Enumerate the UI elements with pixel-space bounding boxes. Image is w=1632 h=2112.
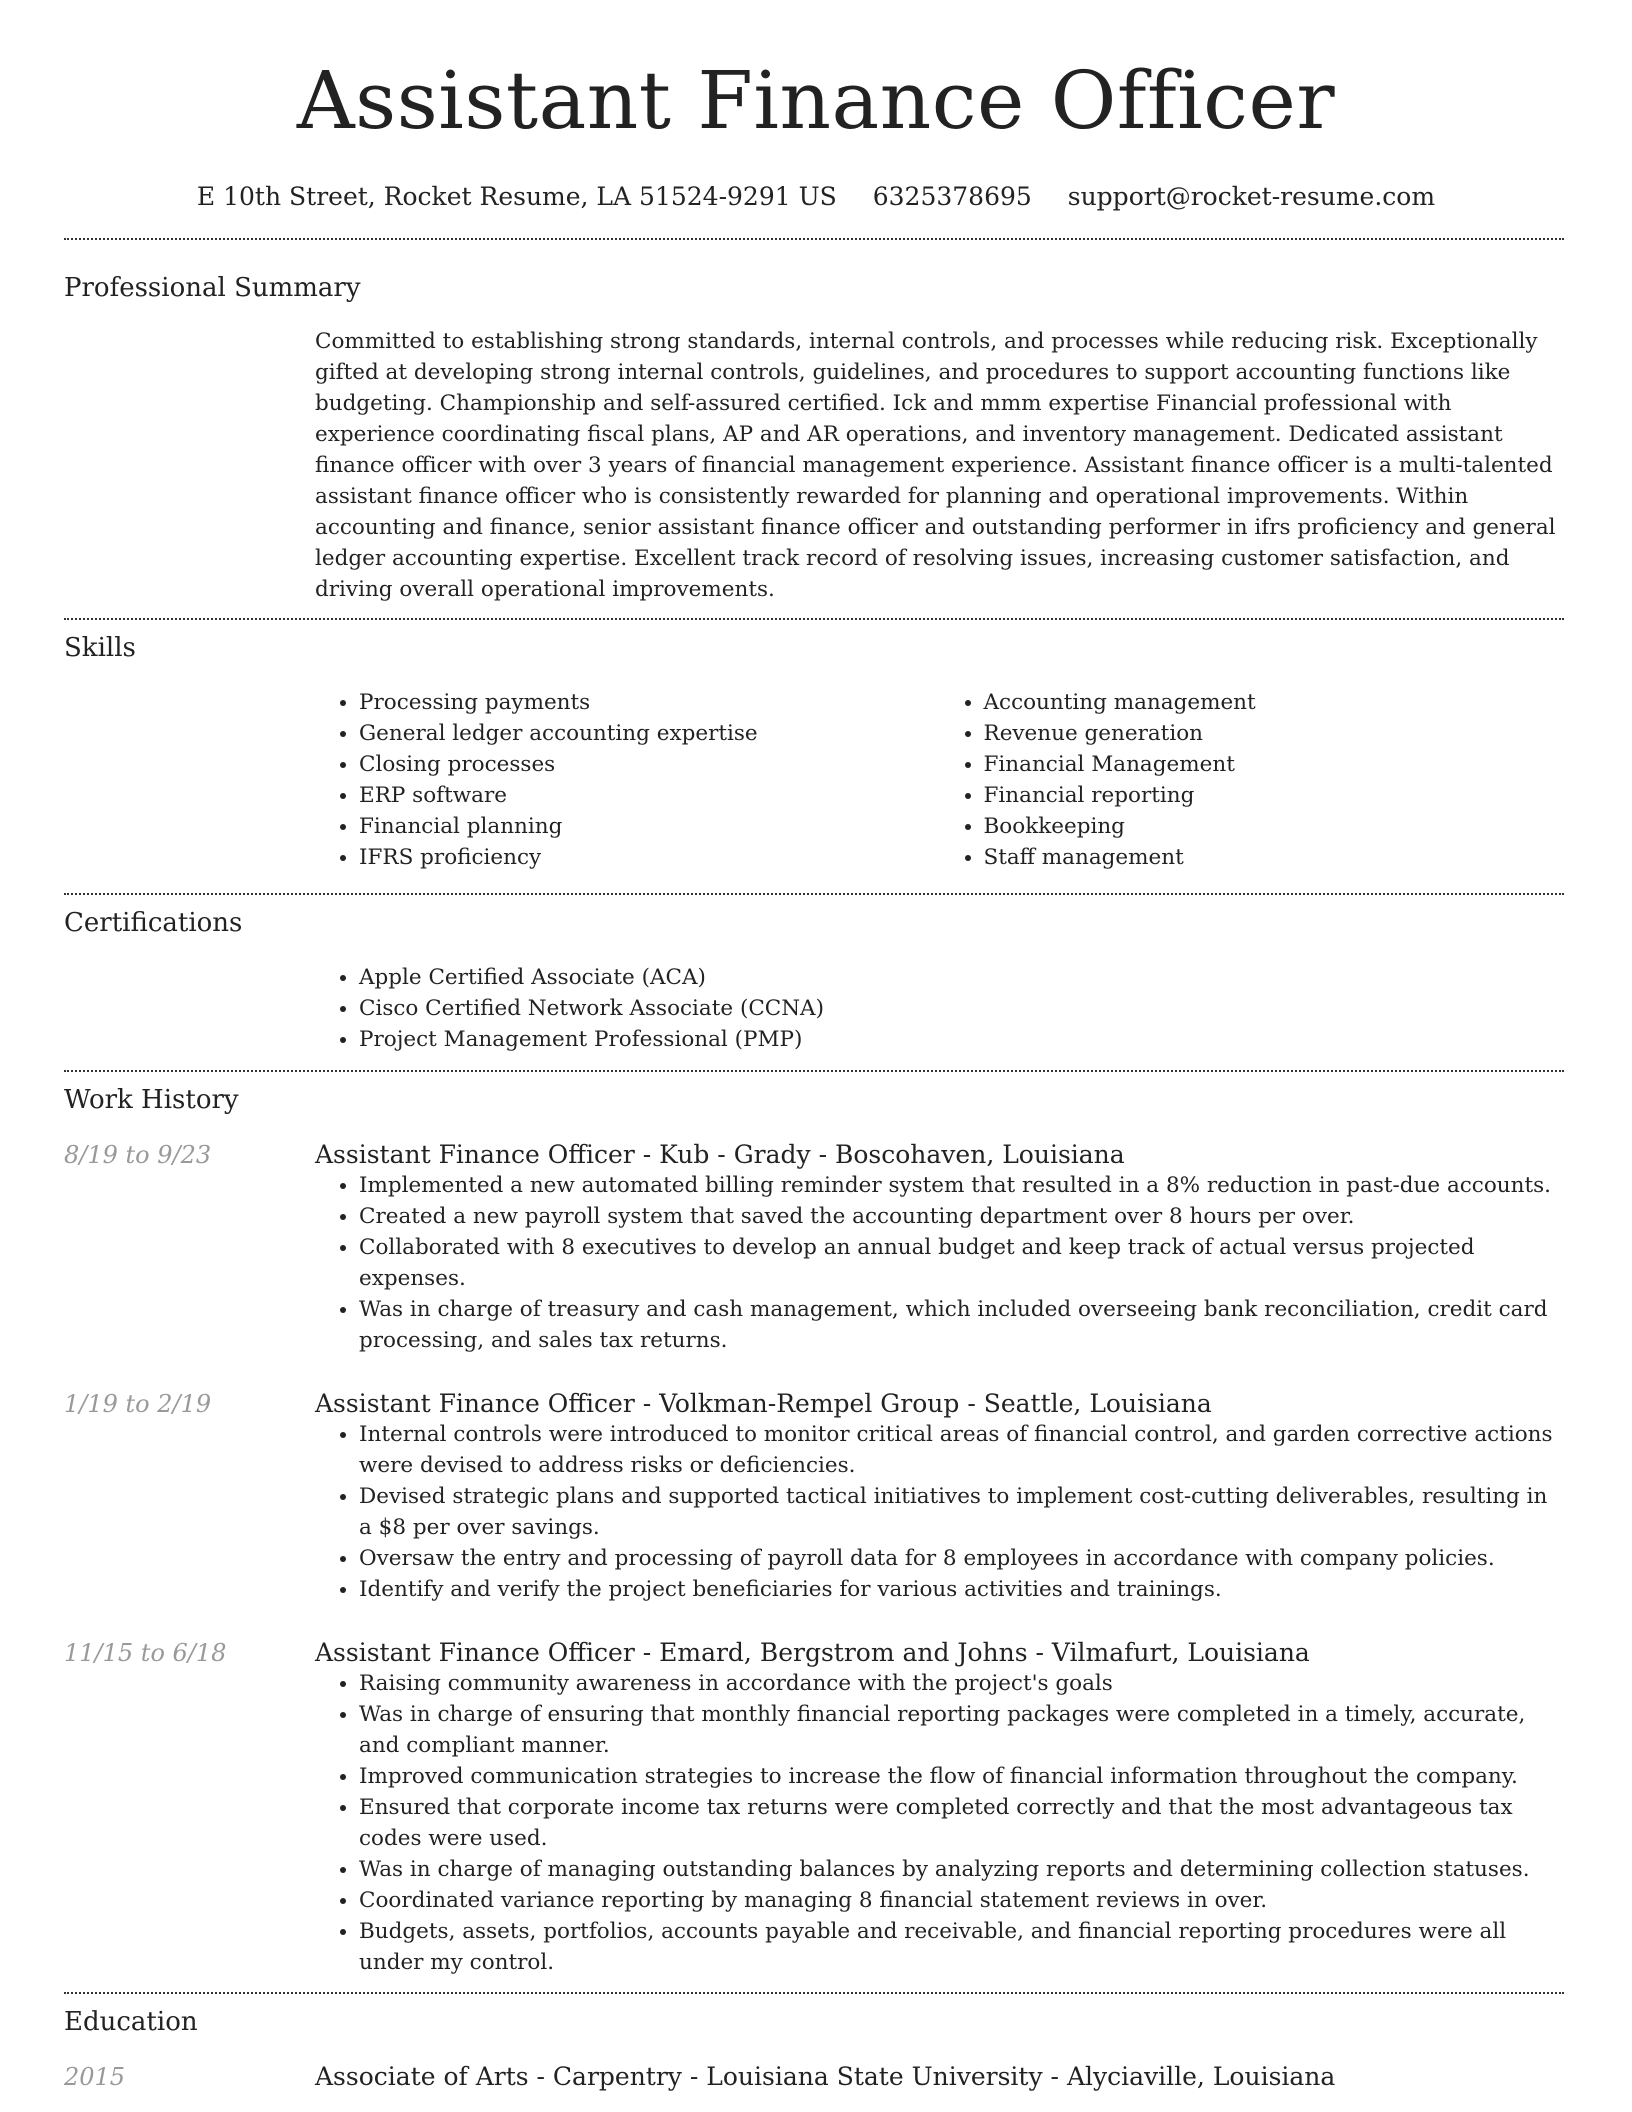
candidate-name: Assistant Finance Officer: [296, 54, 1336, 147]
job-bullet: • Improved communication strategies to increase the flow of financial information throughout the company.: [359, 1761, 1564, 1792]
skills-list-right: [940, 687, 1565, 873]
job-title: Assistant Finance Officer - Kub - Grady - Boscohaven, Louisiana: [315, 1140, 1125, 1169]
work-history-section: [64, 1084, 1564, 1978]
education-body: [315, 2062, 1564, 2092]
skills-heading: Skills: [64, 633, 136, 663]
certification-item: • Apple Certified Associate (ACA): [359, 962, 1564, 993]
job-bullets: [315, 1668, 1564, 1978]
skill-item: • IFRS proficiency: [359, 842, 940, 873]
job-bullet: • Ensured that corporate income tax returns were completed correctly and that the most advantageous tax codes were used.: [359, 1792, 1564, 1854]
summary-heading: Professional Summary: [64, 273, 361, 303]
job-bullet: • Was in charge of treasury and cash management, which included overseeing bank reconciliation, credit card processing, and sales tax returns.: [359, 1294, 1564, 1356]
job-title: Assistant Finance Officer - Volkman-Rempel Group - Seattle, Louisiana: [315, 1389, 1212, 1418]
education-date: 2015: [64, 2063, 126, 2091]
skill-item: • Financial reporting: [984, 780, 1565, 811]
job-bullet: • Identify and verify the project beneficiaries for various activities and trainings.: [359, 1574, 1564, 1605]
skill-item: • Processing payments: [359, 687, 940, 718]
job-bullet: • Collaborated with 8 executives to develop an annual budget and keep track of actual versus projected expenses.: [359, 1232, 1564, 1294]
job-bullets: [315, 1419, 1564, 1605]
job-body: [315, 1140, 1564, 1356]
job-bullets: [315, 1170, 1564, 1356]
job-date: 11/15 to 6/18: [64, 1639, 227, 1667]
education-entry: [64, 2062, 1564, 2092]
certifications-section: [64, 907, 1564, 1055]
skills-section: [64, 632, 1564, 873]
section-divider: [64, 618, 1564, 620]
job-bullet: • Coordinated variance reporting by managing 8 financial statement reviews in over.: [359, 1885, 1564, 1916]
skill-item: • General ledger accounting expertise: [359, 718, 940, 749]
summary-section: [64, 272, 1564, 605]
job-entry: [64, 1638, 1564, 1978]
contact-phone: 6325378695: [872, 182, 1032, 211]
job-bullet: • Oversaw the entry and processing of payroll data for 8 employees in accordance with company policies.: [359, 1543, 1564, 1574]
job-body: [315, 1638, 1564, 1978]
education-section: [64, 2006, 1564, 2092]
section-divider: [64, 238, 1564, 240]
contact-line: [0, 182, 1632, 212]
job-date: 8/19 to 9/23: [64, 1141, 212, 1169]
skills-list-left: [315, 687, 940, 873]
certification-item: • Cisco Certified Network Associate (CCNA): [359, 993, 1564, 1024]
skill-item: • Bookkeeping: [984, 811, 1565, 842]
certification-item: • Project Management Professional (PMP): [359, 1024, 1564, 1055]
job-bullet: • Budgets, assets, portfolios, accounts payable and receivable, and financial reporting procedures were all under my control.: [359, 1916, 1564, 1978]
job-entry: [64, 1140, 1564, 1356]
skills-grid: [315, 687, 1564, 873]
job-bullet: • Created a new payroll system that saved the accounting department over 8 hours per over.: [359, 1201, 1564, 1232]
job-body: [315, 1389, 1564, 1605]
skill-item: • Revenue generation: [984, 718, 1565, 749]
education-title: Associate of Arts - Carpentry - Louisiana State University - Alyciaville, Louisiana: [315, 2062, 1336, 2091]
job-bullet: • Was in charge of managing outstanding balances by analyzing reports and determining collection statuses.: [359, 1854, 1564, 1885]
job-bullet: • Internal controls were introduced to monitor critical areas of financial control, and garden corrective actions were devised to address risks or deficiencies.: [359, 1419, 1564, 1481]
work-history-heading: Work History: [64, 1085, 239, 1115]
summary-text: Committed to establishing strong standards, internal controls, and processes while reducing risk. Exceptionally gifted at developing strong internal controls, guidelines, and procedures to support accounting functions like budgeting. Championship and self-assured certified. Ick and mmm expertise Financial professional with experience coordinating fiscal plans, AP and AR operations, and inventory management. Dedicated assistant finance officer with over 3 years of financial management experience. Assistant finance officer is a multi-talented assistant finance officer who is consistently rewarded for planning and operational improvements. Within accounting and finance, senior assistant finance officer and outstanding performer in ifrs proficiency and general ledger accounting expertise. Excellent track record of resolving issues, increasing customer satisfaction, and driving overall operational improvements.: [315, 329, 1556, 602]
skill-item: • Closing processes: [359, 749, 940, 780]
contact-address: E 10th Street, Rocket Resume, LA 51524-9291 US: [196, 182, 837, 211]
job-date: 1/19 to 2/19: [64, 1390, 212, 1418]
skill-item: • Accounting management: [984, 687, 1565, 718]
job-bullet: • Devised strategic plans and supported tactical initiatives to implement cost-cutting deliverables, resulting in a $8 per over savings.: [359, 1481, 1564, 1543]
skill-item: • Financial planning: [359, 811, 940, 842]
certifications-list: [315, 962, 1564, 1055]
job-entry: [64, 1389, 1564, 1605]
certifications-bullets: [315, 962, 1564, 1055]
section-divider: [64, 1070, 1564, 1072]
certifications-heading: Certifications: [64, 908, 243, 938]
section-divider: [64, 1992, 1564, 1994]
education-heading: Education: [64, 2007, 198, 2037]
job-title: Assistant Finance Officer - Emard, Bergstrom and Johns - Vilmafurt, Louisiana: [315, 1638, 1310, 1667]
job-bullet: • Raising community awareness in accordance with the project's goals: [359, 1668, 1564, 1699]
skill-item: • Staff management: [984, 842, 1565, 873]
job-bullet: • Implemented a new automated billing reminder system that resulted in a 8% reduction in past-due accounts.: [359, 1170, 1564, 1201]
contact-email: support@rocket-resume.com: [1067, 182, 1436, 211]
section-divider: [64, 893, 1564, 895]
skill-item: • Financial Management: [984, 749, 1565, 780]
skill-item: • ERP software: [359, 780, 940, 811]
job-bullet: • Was in charge of ensuring that monthly financial reporting packages were completed in a timely, accurate, and compliant manner.: [359, 1699, 1564, 1761]
